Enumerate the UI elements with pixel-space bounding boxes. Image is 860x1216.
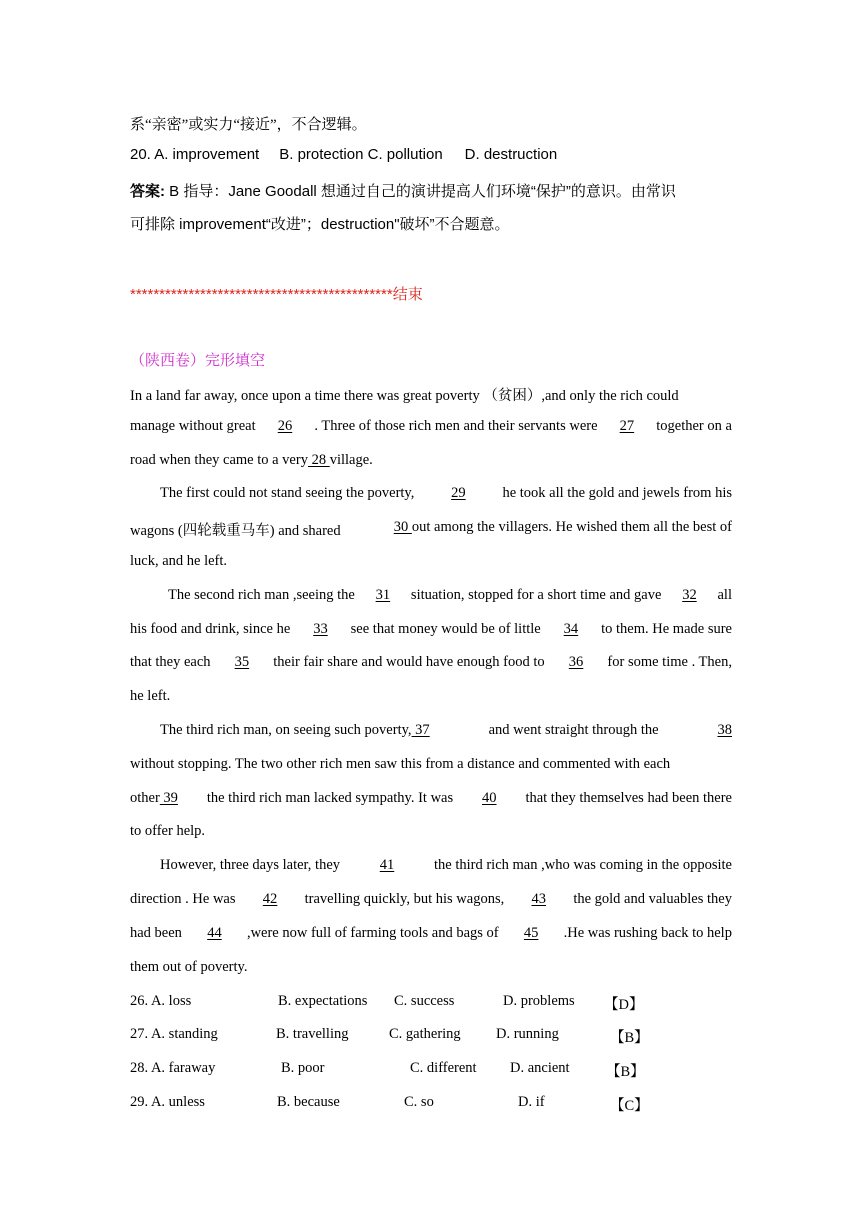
blank-29: 29: [451, 485, 466, 501]
passage-text: the gold and valuables they: [573, 891, 732, 907]
passage-text: manage without great: [130, 418, 256, 434]
passage-text: situation, stopped for a short time and gave: [410, 587, 662, 603]
passage-text: the third rich man ,who was coming in the opposite: [433, 857, 732, 873]
passage-line: [168, 587, 732, 604]
answer-key: 【B】: [610, 1030, 649, 1046]
passage-text: without stopping. The two other rich men saw this from a distance and commented with each: [130, 756, 671, 772]
blank-30: 30: [393, 519, 412, 535]
option-b: B. poor: [281, 1060, 325, 1076]
option-d: D. problems: [503, 993, 575, 1009]
blank-42: 42: [262, 891, 278, 907]
passage-line: [130, 384, 732, 405]
passage-line: [130, 553, 227, 570]
answer-label: 答案:: [130, 183, 165, 200]
blank-45: 45: [523, 925, 539, 941]
option-d: D. running: [496, 1026, 559, 1042]
option-b: B. because: [277, 1094, 340, 1110]
blank-43: 43: [531, 891, 547, 907]
passage-text: to offer help.: [130, 823, 206, 839]
passage-text: together on a: [656, 418, 732, 434]
passage-text: the third rich man lacked sympathy. It was: [206, 790, 454, 806]
passage-text: that they themselves had been there: [525, 790, 732, 806]
passage-text: had been: [130, 925, 182, 941]
passage-text: road when they came to a very: [130, 452, 308, 468]
blank-27: 27: [619, 418, 635, 434]
passage-line: [130, 654, 732, 671]
passage-line: [130, 823, 205, 840]
passage-text: .He was rushing back to help: [563, 925, 732, 941]
end-separator: [130, 283, 423, 304]
answer-text-1: B 指导：Jane Goodall 想通过自己的演讲提高人们环境“保护”的意识。由常识: [169, 183, 676, 200]
passage-line: [130, 621, 732, 638]
option-a: 29. A. unless: [130, 1094, 205, 1110]
passage-text: and went straight through the: [488, 722, 659, 738]
passage-line: [130, 925, 732, 942]
passage-text: travelling quickly, but his wagons,: [304, 891, 505, 907]
blank-31: 31: [375, 587, 391, 603]
blank-28: 28: [307, 452, 330, 468]
blank-26: 26: [277, 418, 293, 434]
separator-stars: *********************************************: [130, 286, 393, 303]
passage-text: village.: [329, 452, 373, 468]
passage-text: out among the villagers. He wished them all the best of: [411, 519, 732, 535]
blank-40: 40: [482, 790, 497, 806]
answer-key: 【D】: [604, 997, 644, 1013]
prev-explanation-text: 系“亲密”或实力“接近”，不合逻辑。: [130, 117, 367, 133]
answer-key: 【B】: [606, 1064, 645, 1080]
passage-text: wagons (四轮载重马车) and shared: [130, 523, 341, 539]
q20-answer-line-2: [130, 213, 510, 234]
passage-text: other: [130, 790, 160, 806]
passage-text: The second rich man ,seeing the: [168, 587, 355, 603]
separator-end-label: 结束: [392, 287, 423, 303]
blank-38: 38: [717, 722, 732, 738]
passage-line: [130, 519, 732, 540]
passage-text: he took all the gold and jewels from his: [502, 485, 732, 501]
option-d: D. ancient: [510, 1060, 570, 1076]
blank-37: 37: [411, 722, 430, 738]
passage-text: them out of poverty.: [130, 959, 248, 975]
q20-option-c: C. pollution: [367, 146, 443, 163]
blank-32: 32: [682, 587, 697, 603]
passage-text: to them. He made sure: [601, 621, 732, 637]
section-title-text: （陕西卷）完形填空: [130, 353, 266, 369]
section-title: [130, 349, 265, 370]
q20-answer-line-1: [130, 180, 676, 201]
option-c: C. gathering: [389, 1026, 461, 1042]
option-a: 26. A. loss: [130, 993, 192, 1009]
option-a: 27. A. standing: [130, 1026, 218, 1042]
passage-line: [130, 418, 732, 435]
prev-explanation-line: [130, 113, 367, 134]
blank-41: 41: [379, 857, 395, 873]
passage-text: for some time . Then,: [607, 654, 732, 670]
option-a: 28. A. faraway: [130, 1060, 216, 1076]
passage-line: [130, 452, 373, 469]
blank-34: 34: [563, 621, 579, 637]
question-20: [130, 146, 557, 163]
passage-text: see that money would be of little: [350, 621, 541, 637]
passage-line: [130, 891, 732, 908]
option-c: C. success: [394, 993, 455, 1009]
q20-option-a: 20. A. improvement: [130, 146, 260, 163]
passage-line: [160, 722, 732, 739]
passage-line: [130, 756, 732, 773]
option-b: B. travelling: [276, 1026, 349, 1042]
q20-option-d: D. destruction: [464, 146, 558, 163]
blank-39: 39: [159, 790, 178, 806]
passage-text: . Three of those rich men and their servants were: [314, 418, 598, 434]
passage-text: luck, and he left.: [130, 553, 228, 569]
passage-line: [130, 959, 247, 976]
q20-option-b: B. protection: [279, 146, 364, 163]
passage-text: However, three days later, they: [160, 857, 341, 873]
blank-36: 36: [568, 654, 584, 670]
option-c: C. different: [410, 1060, 477, 1076]
blank-33: 33: [313, 621, 328, 637]
passage-text: all: [717, 587, 732, 603]
passage-line: [160, 857, 732, 874]
blank-44: 44: [207, 925, 222, 941]
option-d: D. if: [518, 1094, 545, 1110]
passage-line: [130, 790, 732, 807]
passage-text: ,were now full of farming tools and bags of: [246, 925, 499, 941]
passage-line: [130, 688, 170, 705]
passage-text: he left.: [130, 688, 171, 704]
passage-text: their fair share and would have enough food to: [273, 654, 545, 670]
passage-line: [160, 485, 732, 502]
passage-text: direction . He was: [130, 891, 236, 907]
answer-key: 【C】: [610, 1098, 649, 1114]
passage-text: In a land far away, once upon a time there was great poverty （贫困）,and only the rich could: [130, 388, 679, 404]
passage-text: his food and drink, since he: [130, 621, 291, 637]
blank-35: 35: [234, 654, 250, 670]
option-c: C. so: [404, 1094, 434, 1110]
passage-text: that they each: [130, 654, 211, 670]
passage-text: The third rich man, on seeing such poverty,: [160, 722, 412, 738]
answer-text-2: 可排除 improvement“改进”；destruction"破坏”不合题意。: [130, 216, 510, 233]
option-b: B. expectations: [278, 993, 368, 1009]
passage-text: The first could not stand seeing the poverty,: [160, 485, 415, 501]
